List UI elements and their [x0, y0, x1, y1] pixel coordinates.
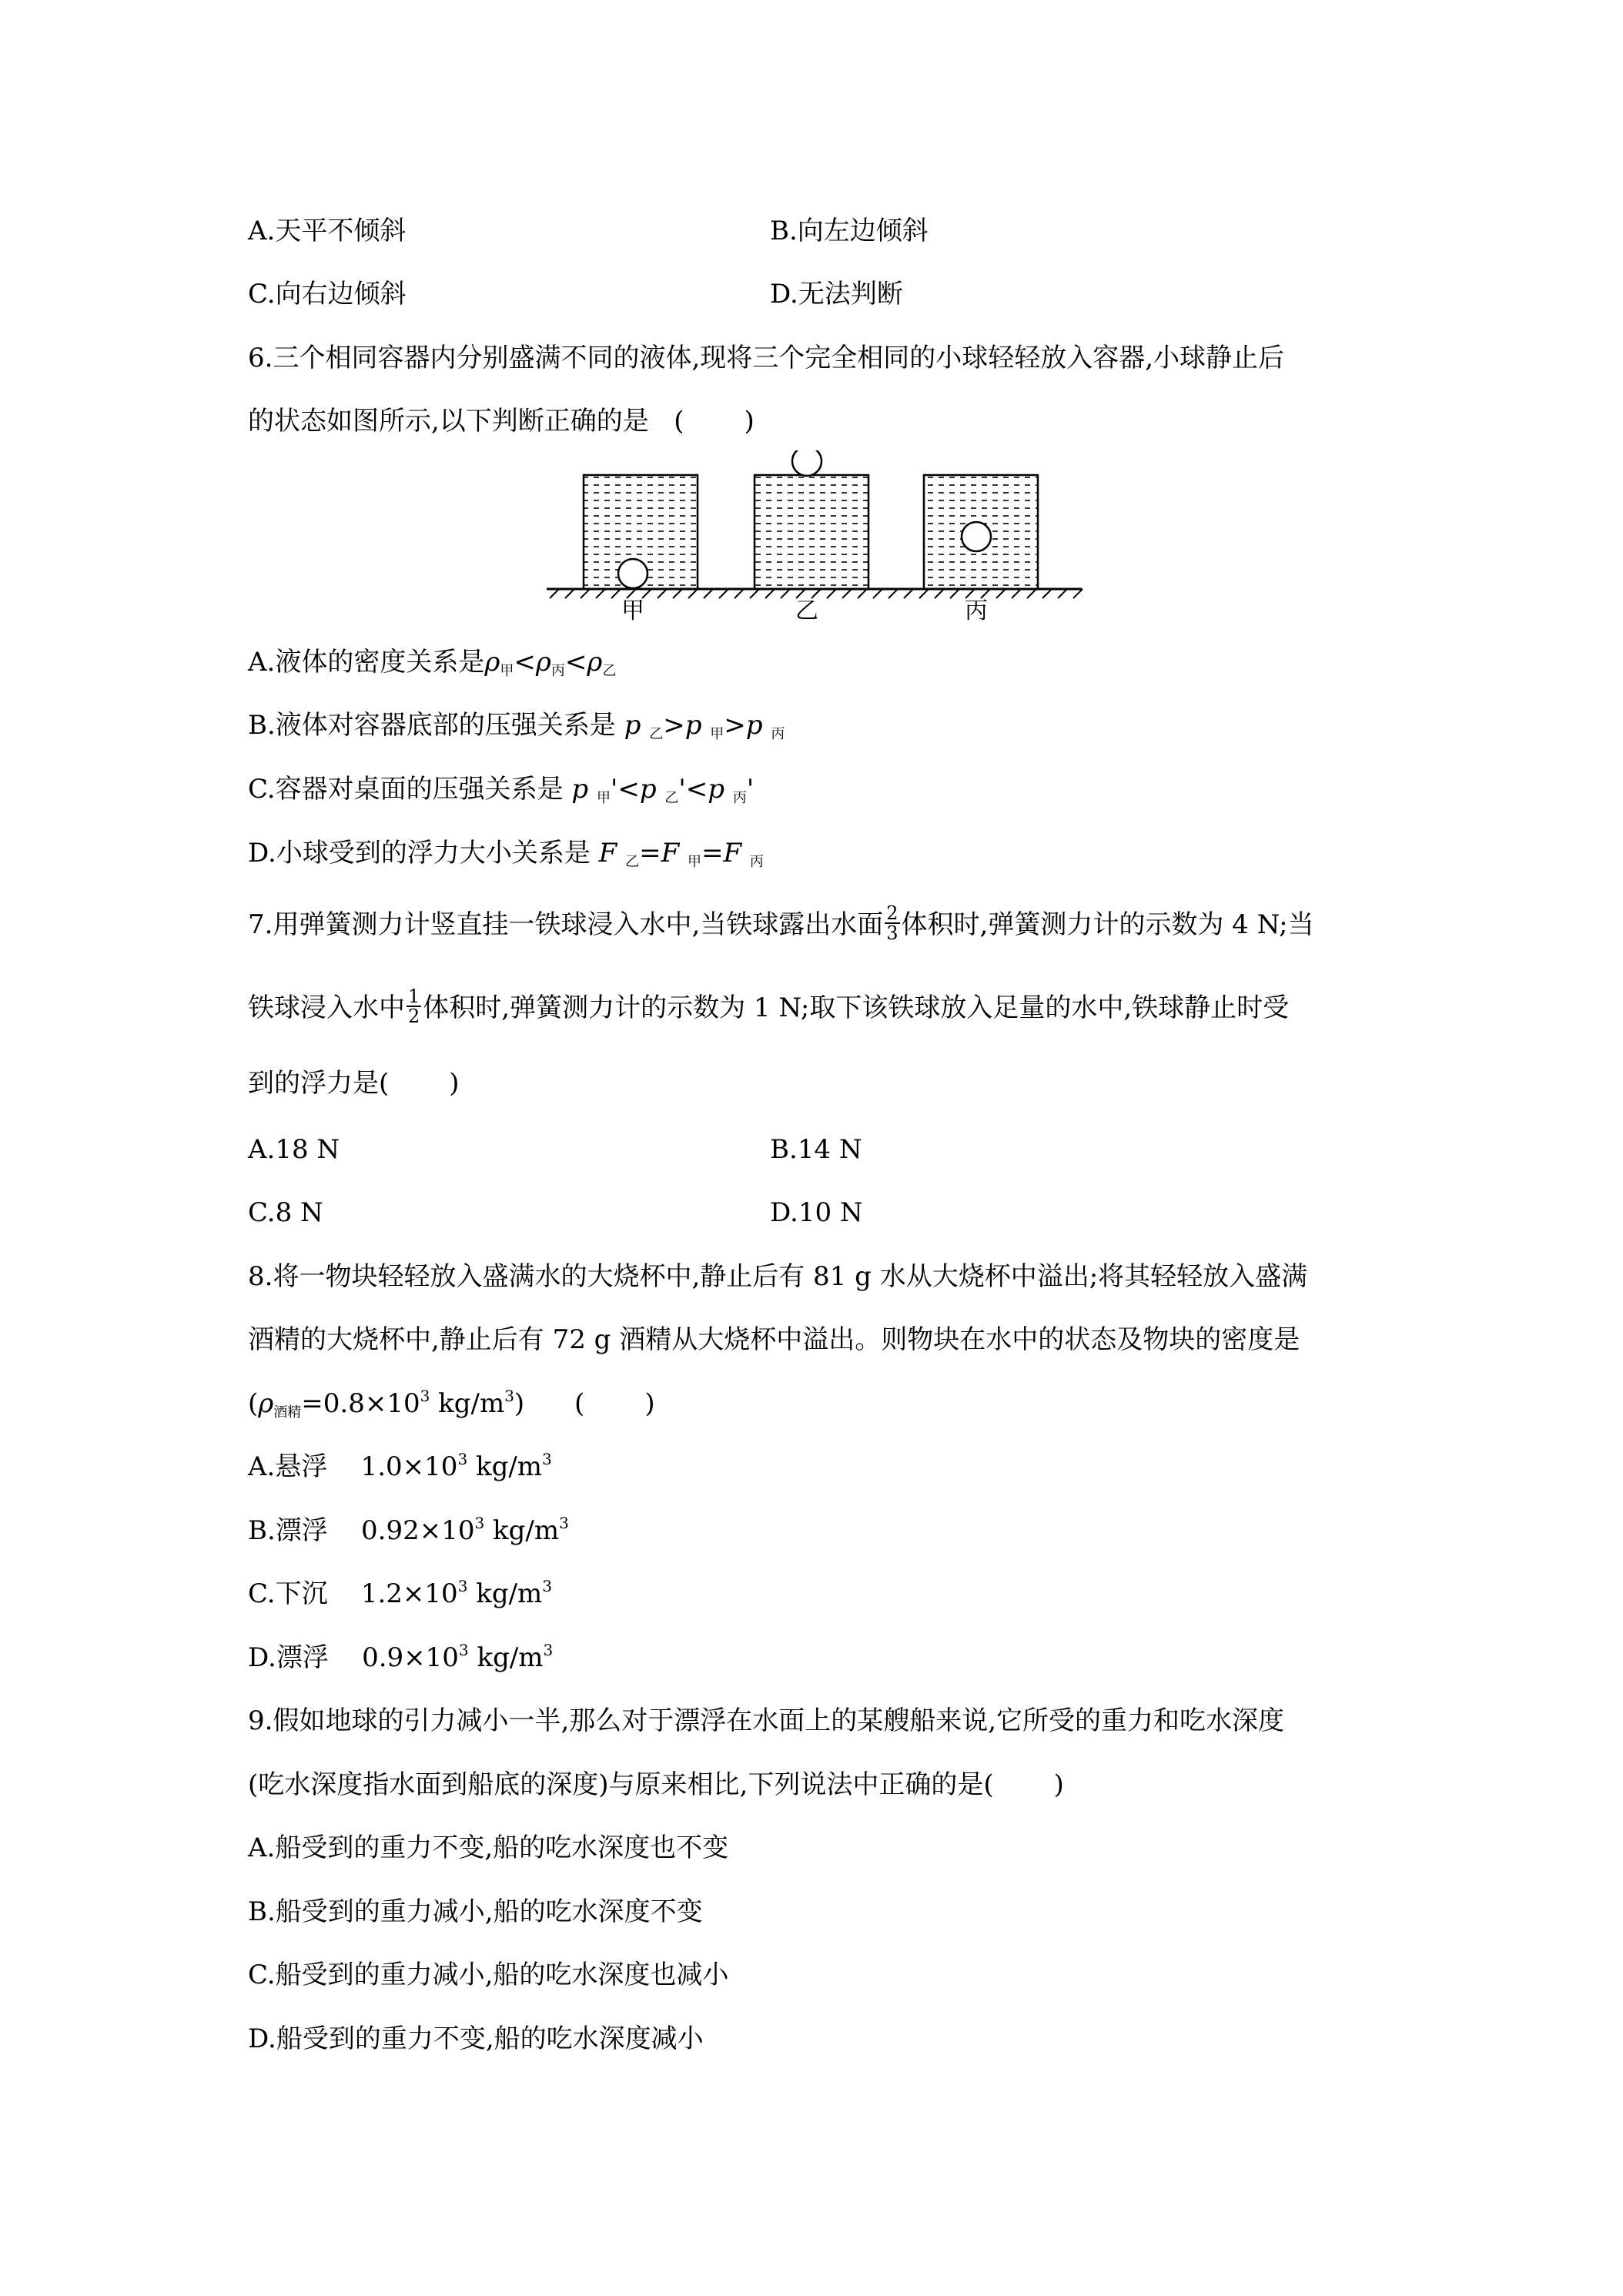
- q5-option-b: B.向左边倾斜: [770, 216, 929, 246]
- q5-option-d: D.无法判断: [770, 279, 903, 310]
- q8-option-d: D.漂浮 $0.9\times 10^3$ $kg/m^3$: [248, 1641, 554, 1673]
- q6-option-b: B.液体对容器底部的压强关系是 p $_乙$>p $_甲$>p $_丙$: [248, 710, 785, 742]
- ball-jia: [618, 559, 648, 588]
- q7-stem-line2: 铁球浸入水中 $\frac{1}{2}$ 体积时,弹簧测力计的示数为 1 N;取下该铁球放入足量的水中,铁球静止时受: [248, 986, 1290, 1027]
- ball-yi: [792, 450, 822, 476]
- q8-stem-line3: ($\rho_{酒精}=0.8\times 10^3$ $kg/m^3$) ( ): [248, 1387, 655, 1421]
- q7-option-b: B.14 N: [770, 1134, 862, 1165]
- q6-stem-line2: [248, 404, 755, 438]
- q7-option-c: C.8 N: [248, 1197, 323, 1228]
- q8-option-a: A.悬浮 $1.0\times 10^3$ $kg/m^3$: [248, 1450, 552, 1482]
- q7-stem-line1: 7.用弹簧测力计竖直挂一铁球浸入水中,当铁球露出水面 $\frac{2}{3}$ 体积时,弹簧测力计的示数为 4 N;当: [248, 902, 1314, 944]
- container-yi: [755, 450, 868, 589]
- q9-option-b: B.船受到的重力减小,船的吃水深度不变: [248, 1896, 703, 1927]
- q9-option-a: A.船受到的重力不变,船的吃水深度也不变: [248, 1832, 729, 1863]
- label-jia: 甲: [621, 597, 644, 624]
- q7-option-d: D.10 N: [770, 1197, 863, 1228]
- q8-option-b: B.漂浮 $0.92\times 10^3$ $kg/m^3$: [248, 1514, 569, 1546]
- q9-option-d: D.船受到的重力不变,船的吃水深度减小: [248, 2023, 704, 2054]
- label-bing: 丙: [965, 597, 988, 624]
- container-jia: [584, 475, 698, 589]
- q6-option-d: D.小球受到的浮力大小关系是 F $_乙$=F $_甲$=F $_丙$: [248, 838, 764, 870]
- ball-bing: [962, 522, 991, 551]
- q9-stem-line2: (吃水深度指水面到船底的深度)与原来相比,下列说法中正确的是( ): [248, 1769, 1064, 1800]
- label-yi: 乙: [795, 597, 818, 624]
- q8-stem-line1: 8.将一物块轻轻放入盛满水的大烧杯中,静止后有 81 g 水从大烧杯中溢出;将其轻轻放入盛满: [248, 1261, 1308, 1292]
- q9-option-c: C.船受到的重力减小,船的吃水深度也减小: [248, 1960, 729, 1990]
- fraction-one-half: $\frac{1}{2}$: [408, 986, 420, 1027]
- q6-option-c: C.容器对桌面的压强关系是 p $_甲$'<p $_乙$'<p $_丙$': [248, 774, 755, 806]
- answer-paren-close: ): [744, 406, 755, 437]
- containers-figure: [539, 450, 1093, 631]
- q8-option-c: C.下沉 $1.2\times 10^3$ $kg/m^3$: [248, 1577, 553, 1609]
- q7-stem-line3: 到的浮力是( ): [248, 1068, 460, 1099]
- answer-paren-open: (: [674, 406, 684, 437]
- q5-option-a: A.天平不倾斜: [248, 216, 407, 246]
- container-bing: [924, 475, 1038, 589]
- q6-option-a: A.液体的密度关系是$\rho_甲<\rho_丙<\rho_乙$: [248, 647, 617, 679]
- q5-option-c: C.向右边倾斜: [248, 279, 407, 310]
- q6-stem-line1: 6.三个相同容器内分别盛满不同的液体,现将三个完全相同的小球轻轻放入容器,小球静止后: [248, 343, 1285, 373]
- q7-option-a: A.18 N: [248, 1134, 340, 1165]
- q6-stem-text: 的状态如图所示,以下判断正确的是: [248, 406, 649, 437]
- fraction-two-thirds: $\frac{2}{3}$: [886, 902, 899, 944]
- q9-stem-line1: 9.假如地球的引力减小一半,那么对于漂浮在水面上的某艘船来说,它所受的重力和吃水深度: [248, 1705, 1285, 1736]
- q8-stem-line2: 酒精的大烧杯中,静止后有 72 g 酒精从大烧杯中溢出。则物块在水中的状态及物块的密度是: [248, 1324, 1300, 1355]
